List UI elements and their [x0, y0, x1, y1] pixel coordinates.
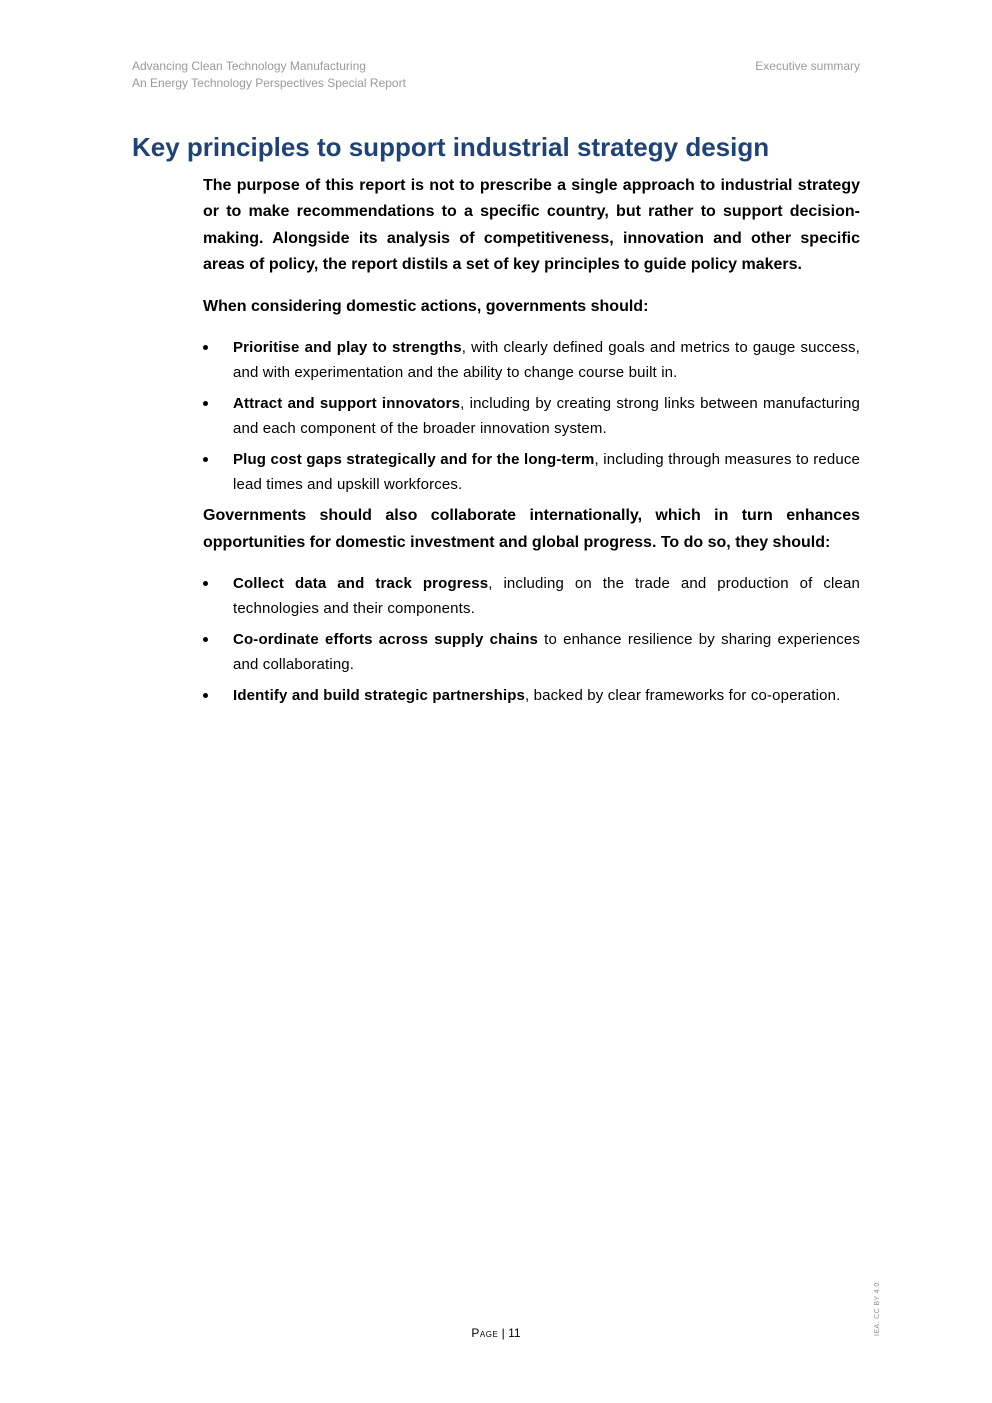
bullet-icon — [203, 401, 208, 406]
page-heading: Key principles to support industrial strategy design — [132, 132, 770, 162]
bullet-text: , backed by clear frameworks for co-operation. — [525, 687, 841, 705]
page-footer — [0, 1326, 992, 1340]
running-header — [132, 58, 860, 92]
domestic-bullet-list — [203, 335, 860, 497]
list-item — [203, 447, 860, 497]
section-name: Executive summary — [755, 59, 860, 73]
list-item — [203, 571, 860, 621]
bullet-lead: Co-ordinate efforts across supply chains — [233, 631, 538, 649]
page-number: 11 — [508, 1326, 521, 1340]
bullet-icon — [203, 345, 208, 350]
bullet-text: , including through measures to reduce lead times and upskill workforces. — [233, 451, 860, 494]
bullet-lead: Attract and support innovators — [233, 395, 461, 413]
bullet-lead: Prioritise and play to strengths — [233, 339, 462, 357]
bullet-icon — [203, 581, 208, 586]
bullet-text: , including by creating strong links between manufacturing and each component of the broader innovation system. — [233, 395, 861, 438]
list-item — [203, 391, 860, 441]
bullet-icon — [203, 693, 208, 698]
bullet-lead: Identify and build strategic partnerships — [233, 687, 526, 705]
bullet-lead: Plug cost gaps strategically and for the long-term — [233, 451, 595, 469]
domestic-intro: When considering domestic actions, governments should: — [203, 298, 649, 316]
page-separator: | — [501, 1326, 505, 1340]
list-item — [203, 627, 860, 677]
report-subtitle: An Energy Technology Perspectives Special Report — [132, 76, 406, 90]
bullet-icon — [203, 457, 208, 462]
international-intro: Governments should also collaborate internationally, which in turn enhances opportunities for domestic investment and global progress. To do so, they should: — [203, 507, 860, 551]
bullet-text: to enhance resilience by sharing experiences and collaborating. — [233, 631, 860, 674]
purpose-paragraph: The purpose of this report is not to prescribe a single approach to industrial strategy or to make recommendations to a specific country, but rather to support decision-making. Alongside its analysis of competitiveness, innovation and other specific areas of policy, the report distils a set of key principles to guide policy makers. — [203, 177, 860, 273]
main-content — [203, 173, 860, 714]
bullet-lead: Collect data and track progress — [233, 575, 489, 593]
page-label: Page — [471, 1326, 499, 1340]
list-item — [203, 335, 860, 385]
bullet-text: , with clearly defined goals and metrics to gauge success, and with experimentation and the ability to change course built in. — [233, 339, 860, 382]
bullet-text: , including on the trade and production of clean technologies and their components. — [233, 575, 860, 618]
bullet-icon — [203, 637, 208, 642]
list-item — [203, 683, 860, 708]
international-bullet-list — [203, 571, 860, 708]
report-title: Advancing Clean Technology Manufacturing — [132, 59, 366, 73]
license-notice: IEA. CC BY 4.0. — [874, 1279, 881, 1336]
